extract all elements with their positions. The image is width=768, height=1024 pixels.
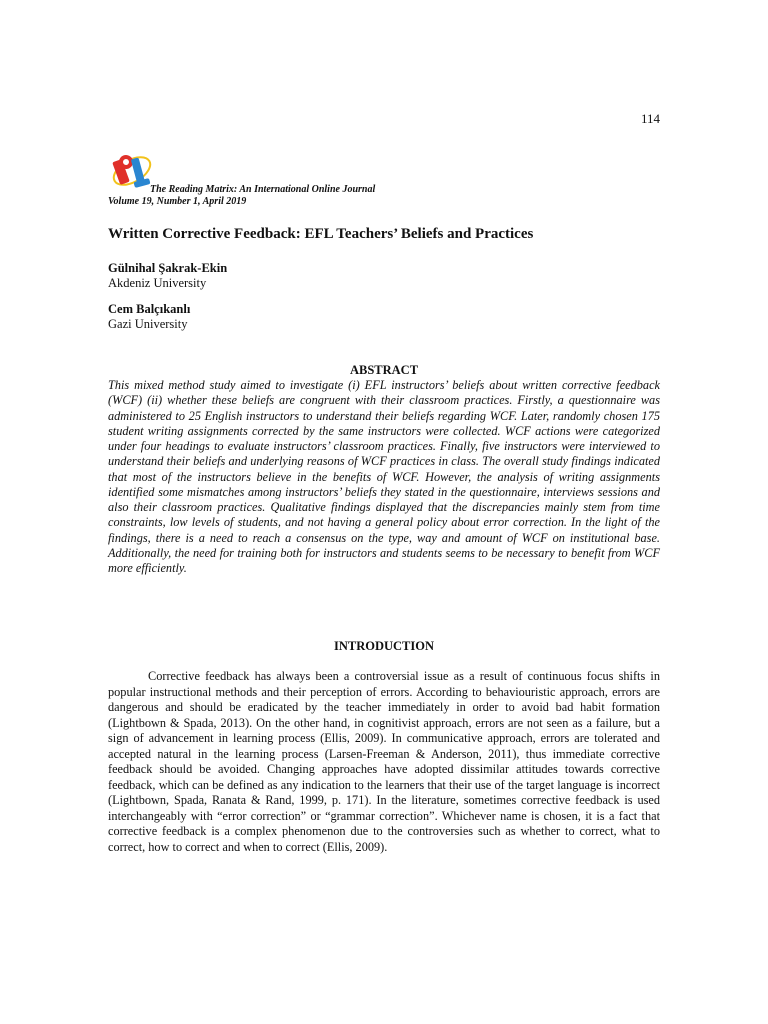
author-name: Gülnihal Şakrak-Ekin bbox=[108, 261, 228, 275]
journal-info bbox=[108, 184, 375, 208]
abstract-heading: ABSTRACT bbox=[349, 363, 419, 377]
author-affiliation: Gazi University bbox=[108, 317, 188, 331]
introduction-paragraph: Corrective feedback has always been a controversial issue as a result of continuous focus shifts in popular instructional methods and their perception of errors. According to behaviouristic approach, errors are dangerous and should be eradicated by the teacher immediately in order to avoid bad habit formation (Lightbown & Spada, 2013). On the other hand, in cognitivist approach, errors are not seen as a failure, but a sign of advancement in learning process (Ellis, 2009). In communicative approach, errors are tolerated and accepted natural in the learning process (Larsen-Freeman & Anderson, 2011), thus immediate corrective feedback should be avoided. Changing approaches have adopted dissimilar attitudes towards corrective feedback, which can be defined as any indication to the learners that their use of the target language is incorrect (Lightbown, Spada, Ranata & Rand, 1999, p. 171). In the literature, sometimes corrective feedback is used interchangeably with “error correction” or “grammar correction”. Whichever name is chosen, it is a fact that corrective feedback is a complex phenomenon due to the controversies such as whether to correct, what to correct, how to correct and when to correct (Ellis, 2009). bbox=[108, 669, 660, 854]
author-affiliation: Akdeniz University bbox=[108, 276, 207, 290]
author-name: Cem Balçıkanlı bbox=[108, 302, 191, 316]
paper-title: Written Corrective Feedback: EFL Teachers’ Beliefs and Practices bbox=[108, 226, 534, 242]
abstract-text: This mixed method study aimed to investigate (i) EFL instructors’ beliefs about written corrective feedback (WCF) (ii) whether these beliefs are congruent with their classroom practices. Firstly, a questionnaire was administered to 25 English instructors to understand their beliefs regarding WCF. Later, randomly chosen 175 student writing assignments corrected by the same instructors were collected. WCF actions were categorized under four headings to evaluate instructors’ classroom practices. Finally, five instructors were interviewed to understand their beliefs and underlying reasons of WCF practices in class. The overall study findings indicated that most of the instructors believe in the benefits of WCF. However, the analysis of writing assignments identified some mismatches among instructors’ beliefs they stated in the questionnaire, interviews sessions and also their classroom practices. Qualitative findings displayed that the discrepancies mainly stem from time constraints, low levels of students, and not having a general policy about error correction. In the light of the findings, there is a need to reach a consensus on the type, way and amount of WCF on institutional base. Additionally, the need for training both for instructors and students seems to be necessary to benefit from WCF more efficiently. bbox=[108, 378, 660, 575]
page-number: 114 bbox=[640, 111, 660, 126]
introduction-heading: INTRODUCTION bbox=[333, 639, 434, 653]
author-block-1 bbox=[108, 261, 227, 291]
author-block-2 bbox=[108, 302, 190, 332]
journal-volume: Volume 19, Number 1, April 2019 bbox=[108, 196, 247, 207]
journal-name: The Reading Matrix: An International Online Journal bbox=[150, 184, 376, 195]
